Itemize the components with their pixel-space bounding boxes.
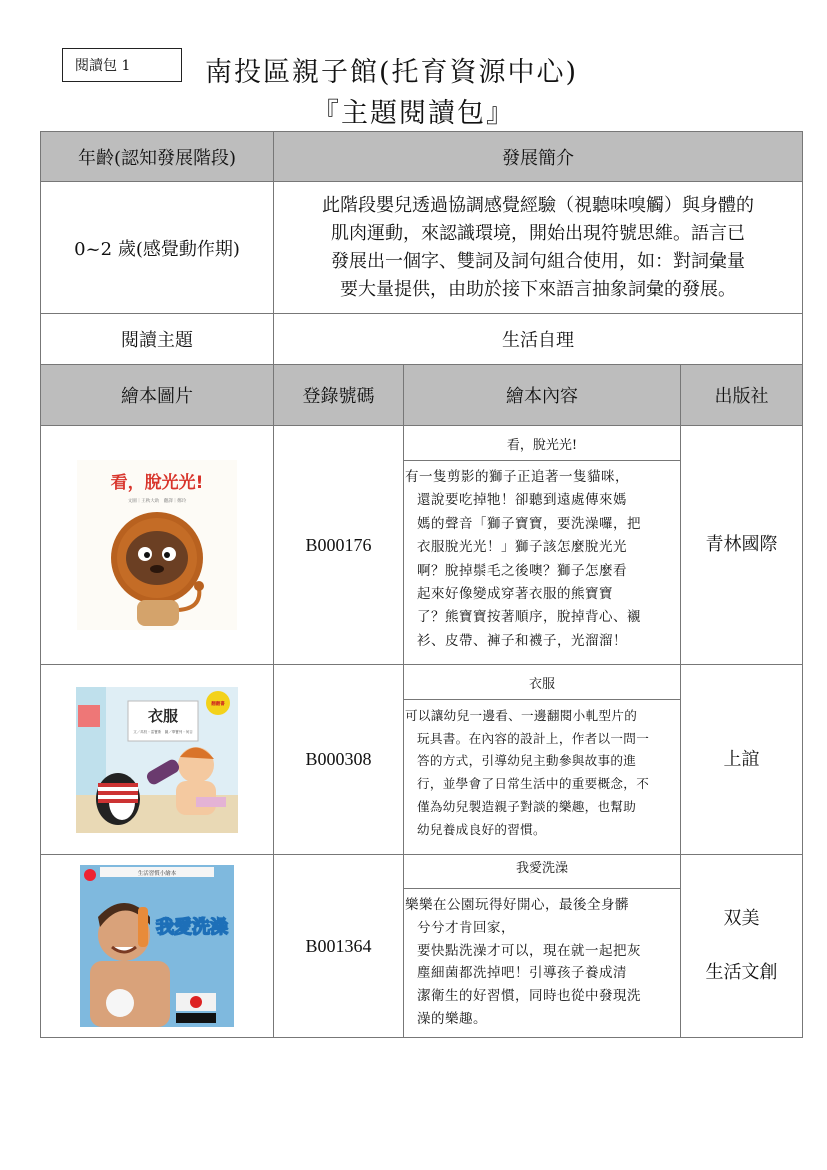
book-content <box>404 665 681 855</box>
book-cover-cell <box>41 426 274 665</box>
book-title: 衣服 <box>404 665 680 700</box>
cover-title: 看，脫光光! <box>110 473 204 493</box>
cover-title: 我愛洗澡 <box>156 917 228 938</box>
book-cover-cell <box>41 665 274 855</box>
development-line: 要大量提供，由助於接下來語言抽象詞彙的發展。 <box>340 278 736 300</box>
development-line: 肌肉運動，來認識環境，開始出現符號思維。語言已 <box>331 222 745 244</box>
cover-credit: 文／馬枝・雷寶斯 圖／華寶列・何吉 <box>133 729 193 734</box>
page-title: 南投區親子館(托育資源中心) <box>205 57 579 88</box>
book-code: B000176 <box>274 426 404 665</box>
book-cover-cell <box>41 855 274 1038</box>
lion-body <box>137 600 179 626</box>
age-value: 0~2 歲(感覺動作期) <box>41 182 274 314</box>
page-subtitle: 『主題閱讀包』 <box>312 98 515 129</box>
book-content <box>404 855 681 1038</box>
barcode <box>176 1013 216 1023</box>
theme-value: 生活自理 <box>274 314 803 365</box>
book-title: 我愛洗澡 <box>404 855 680 889</box>
book-publisher: 上誼 <box>681 665 803 855</box>
lion-face <box>126 531 188 585</box>
book-row <box>41 665 803 855</box>
content-header: 繪本內容 <box>404 365 681 426</box>
cover-credit: 文圖｜王秋大助 翻譯｜鄭玲 <box>127 499 187 504</box>
book-title: 看，脫光光! <box>404 426 680 461</box>
cover-title: 衣服 <box>147 706 179 725</box>
bath-book-cover <box>80 865 234 1027</box>
book-header-row <box>41 365 803 426</box>
cover-series: 生活習慣小繪本 <box>137 871 177 877</box>
development-text <box>274 182 803 314</box>
book-code: B001364 <box>274 855 404 1038</box>
book-publisher: 青林國際 <box>681 426 803 665</box>
development-line: 發展出一個字、雙詞及詞句組合使用，如：對詞彙量 <box>331 250 745 272</box>
penguin <box>96 773 140 825</box>
development-line: 此階段嬰兒透過協調感覺經驗（視聽味嗅觸）與身體的 <box>322 194 754 216</box>
book-content <box>404 426 681 665</box>
theme-label: 閱讀主題 <box>41 314 274 365</box>
book-description: 樂樂在公園玩得好開心，最後全身髒 兮兮才肯回家， 要快點洗澡才可以，現在就一起把灰 塵細菌都洗掉吧！引導孩子養成清 潔衛生的好習慣，同時也從中發現洗 澡的樂趣。 <box>405 897 641 1027</box>
book-row <box>41 855 803 1038</box>
development-header: 發展簡介 <box>274 132 803 182</box>
book-description: 有一隻剪影的獅子正追著一隻貓咪， 還說要吃掉牠！卻聽到遠處傳來媽 媽的聲音「獅子寶寶，要洗澡囉，把 衣服脫光光！」獅子該怎麼脫光光 啊？脫掉鬃毛之後噢？獅子怎麼看 起來好像變成穿著衣服的熊寶寶 了？熊寶寶按著順序，脫掉背心、襯 衫、皮帶、褲子和襪子，光溜溜！ <box>405 469 641 649</box>
book-description: 可以讓幼兒一邊看、一邊翻閱小軋型片的 玩具書。在內容的設計上，作者以一問一 答的方式，引導幼兒主動參與故事的進 行，並學會了日常生活中的重要概念，不 僅為幼兒製造親子對談的樂趣，也幫助 幼兒養成良好的習慣。 <box>405 708 650 837</box>
reading-package-table <box>40 131 803 1038</box>
shower-head <box>138 907 148 947</box>
book-row <box>41 426 803 665</box>
book-code: B000308 <box>274 665 404 855</box>
book-publisher: 双美 生活文創 <box>681 855 803 1038</box>
package-label: 閱讀包 1 <box>62 48 182 82</box>
publisher-logo <box>84 869 96 881</box>
table-header-row <box>41 132 803 182</box>
publisher-header: 出版社 <box>681 365 803 426</box>
code-header: 登錄號碼 <box>274 365 404 426</box>
image-header: 繪本圖片 <box>41 365 274 426</box>
lion-book-cover <box>77 460 237 630</box>
development-row <box>41 182 803 314</box>
age-header: 年齡(認知發展階段) <box>41 132 274 182</box>
clothes-book-cover <box>76 687 238 833</box>
towel <box>78 705 100 727</box>
svg-text:翻翻書: 翻翻書 <box>211 701 225 707</box>
theme-row <box>41 314 803 365</box>
